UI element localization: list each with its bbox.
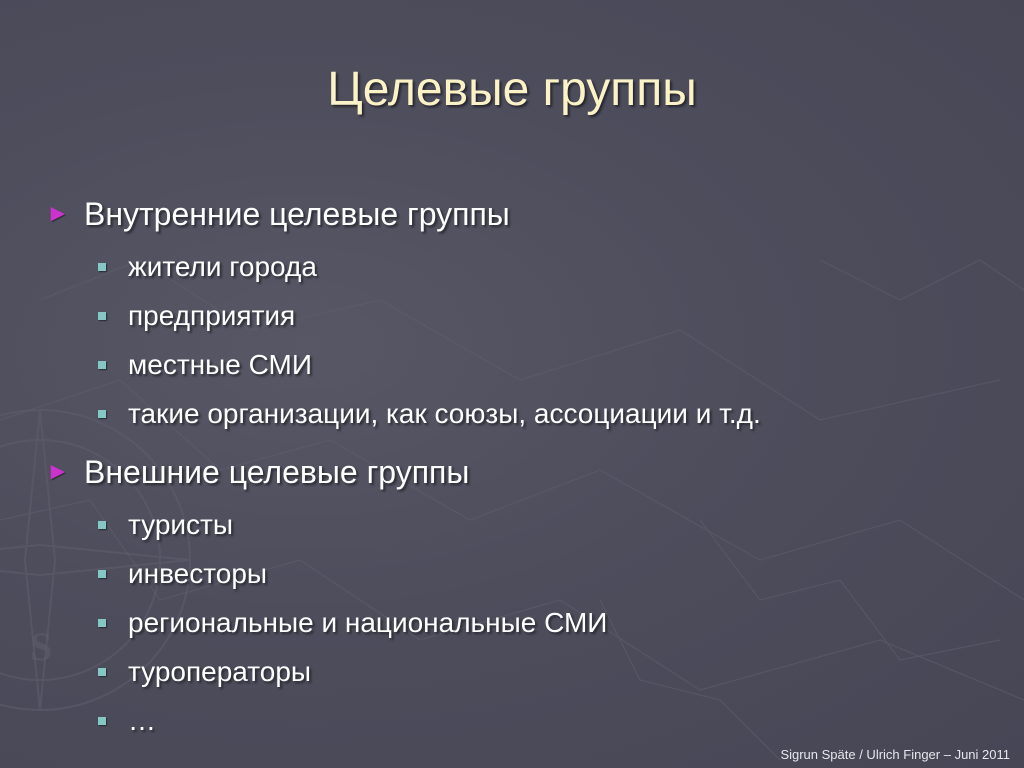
list-item-text: … bbox=[128, 704, 156, 736]
svg-text:S: S bbox=[30, 624, 53, 669]
list-item-text: инвесторы bbox=[128, 557, 268, 589]
slide-body bbox=[46, 188, 1006, 753]
slide-title: Целевые группы bbox=[327, 63, 697, 116]
square-bullet-icon bbox=[98, 570, 106, 578]
list-item bbox=[46, 647, 1006, 696]
list-item-text: туроператоры bbox=[128, 655, 312, 687]
list-item bbox=[46, 500, 1006, 549]
list-item-text: региональные и национальные СМИ bbox=[128, 606, 608, 638]
square-bullet-icon bbox=[98, 521, 106, 529]
list-item-text: туристы bbox=[128, 508, 233, 540]
arrow-right-icon: ► bbox=[46, 200, 70, 227]
square-bullet-icon bbox=[98, 263, 106, 271]
list-item bbox=[46, 696, 1006, 745]
square-bullet-icon bbox=[98, 619, 106, 627]
internal-groups-list bbox=[46, 242, 1006, 438]
list-item bbox=[46, 389, 1006, 438]
external-groups-list bbox=[46, 500, 1006, 745]
square-bullet-icon bbox=[98, 410, 106, 418]
slide-footer: Sigrun Späte / Ulrich Finger – Juni 2011 bbox=[780, 747, 1010, 762]
arrow-right-icon: ► bbox=[46, 458, 70, 485]
list-item bbox=[46, 549, 1006, 598]
list-item-internal-groups bbox=[46, 188, 1006, 240]
square-bullet-icon bbox=[98, 361, 106, 369]
list-item-text: такие организации, как союзы, ассоциации и т.д. bbox=[128, 397, 761, 429]
square-bullet-icon bbox=[98, 717, 106, 725]
list-item-external-groups bbox=[46, 446, 1006, 498]
list-item bbox=[46, 340, 1006, 389]
group-label: Внутренние целевые группы bbox=[84, 195, 510, 232]
square-bullet-icon bbox=[98, 312, 106, 320]
list-item-text: жители города bbox=[128, 250, 317, 282]
list-item bbox=[46, 291, 1006, 340]
list-item bbox=[46, 598, 1006, 647]
square-bullet-icon bbox=[98, 668, 106, 676]
group-label: Внешние целевые группы bbox=[84, 453, 470, 490]
list-item-text: местные СМИ bbox=[128, 348, 312, 380]
list-item-text: предприятия bbox=[128, 299, 296, 331]
list-item bbox=[46, 242, 1006, 291]
